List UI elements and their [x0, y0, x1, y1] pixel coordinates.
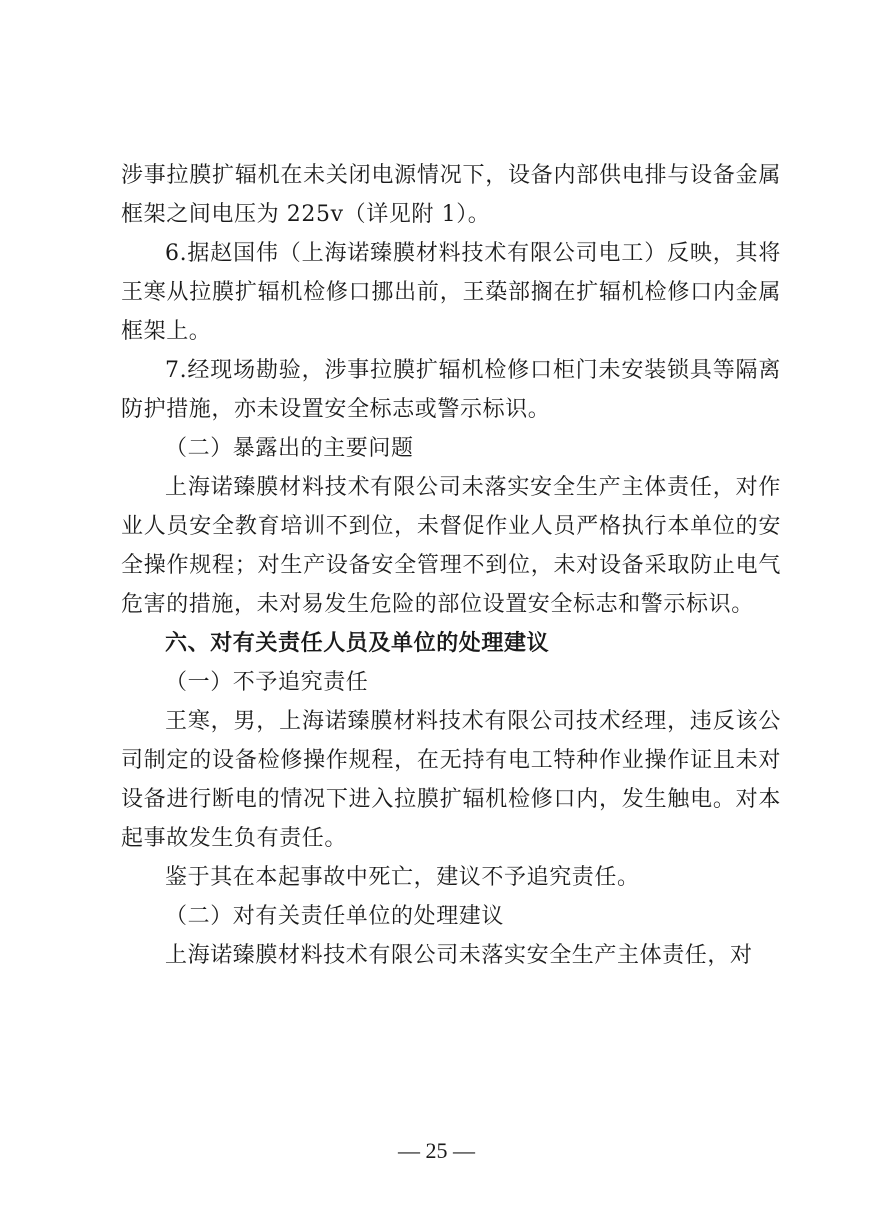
- document-body: [121, 156, 781, 975]
- page-number: — 25 —: [398, 1138, 475, 1163]
- paragraph-problems: 上海诺臻膜材料技术有限公司未落实安全生产主体责任，对作业人员安全教育培训不到位，未督促作业人员严格执行本单位的安全操作规程；对生产设备安全管理不到位，未对设备采取防止电气危害的措施，未对易发生危险的部位设置安全标志和警示标识。: [121, 475, 781, 617]
- subheading-no-liability: （一）不予追究责任: [165, 670, 369, 695]
- subheading-exposed-problems: （二）暴露出的主要问题: [165, 436, 414, 461]
- paragraph-company-responsibility: 上海诺臻膜材料技术有限公司未落实安全生产主体责任，对: [165, 943, 753, 968]
- paragraph-no-prosecution: 鉴于其在本起事故中死亡，建议不予追究责任。: [165, 865, 640, 890]
- paragraph-item-6: 6.据赵国伟（上海诺臻膜材料技术有限公司电工）反映，其将王寒从拉膜扩辐机检修口挪出前，王蒅部搁在扩辐机检修口内金属框架上。: [121, 241, 781, 344]
- subheading-unit-handling: （二）对有关责任单位的处理建议: [165, 904, 505, 929]
- section-heading-handling-suggestions: 六、对有关责任人员及单位的处理建议: [165, 631, 550, 656]
- paragraph-voltage: 涉事拉膜扩辐机在未关闭电源情况下，设备内部供电排与设备金属框架之间电压为 225v（详见附 1）。: [121, 163, 781, 227]
- paragraph-wang-han: 王寒，男，上海诺臻膜材料技术有限公司技术经理，违反该公司制定的设备检修操作规程，在无持有电工特种作业操作证且未对设备进行断电的情况下进入拉膜扩辐机检修口内，发生触电。对本起事故发生负有责任。: [121, 709, 781, 851]
- paragraph-item-7: 7.经现场勘验，涉事拉膜扩辐机检修口柜门未安装锁具等隔离防护措施，亦未设置安全标志或警示标识。: [121, 358, 781, 422]
